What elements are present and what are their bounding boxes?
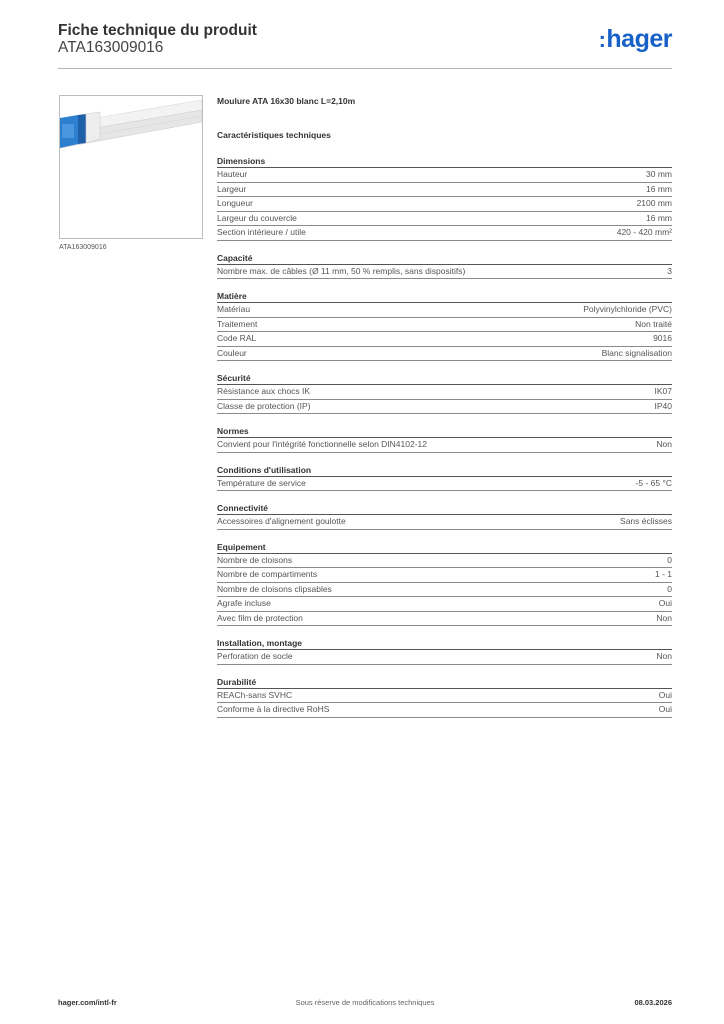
spec-row [217, 703, 672, 718]
product-image [59, 95, 203, 239]
spec-row [217, 583, 672, 598]
spec-row [217, 168, 672, 183]
image-caption: ATA163009016 [59, 244, 107, 251]
spec-label: Nombre de cloisons clipsables [217, 583, 332, 594]
spec-row [217, 332, 672, 347]
spec-label: Section intérieure / utile [217, 227, 306, 238]
spec-value: Non [656, 651, 672, 662]
document-title: Fiche technique du produit [58, 22, 257, 39]
product-reference: ATA163009016 [58, 39, 164, 56]
spec-label: REACh-sans SVHC [217, 689, 293, 700]
spec-value: 3 [667, 265, 672, 276]
spec-row [217, 650, 672, 665]
spec-group-title: Sécurité [217, 373, 251, 383]
spec-label: Conforme à la directive RoHS [217, 704, 330, 715]
spec-group [217, 464, 672, 492]
spec-label: Perforation de socle [217, 651, 293, 662]
spec-content [217, 96, 672, 718]
spec-group [217, 541, 672, 627]
spec-label: Traitement [217, 318, 258, 329]
spec-value: IK07 [654, 386, 672, 397]
spec-label: Nombre max. de câbles (Ø 11 mm, 50 % remplis, sans dispositifs) [217, 265, 466, 276]
spec-group [217, 502, 672, 530]
spec-group-title: Equipement [217, 541, 266, 552]
spec-value: Non traité [635, 318, 672, 329]
spec-value: -5 - 65 °C [635, 477, 672, 488]
spec-label: Matériau [217, 304, 251, 315]
spec-group [217, 372, 672, 414]
spec-value: 0 [667, 554, 672, 565]
spec-label: Nombre de cloisons [217, 554, 293, 565]
spec-value: 420 - 420 mm² [616, 227, 672, 238]
spec-value: Blanc signalisation [601, 347, 672, 358]
spec-row [217, 226, 672, 241]
spec-value: 1 - 1 [654, 569, 672, 580]
cable-trunking-icon [60, 96, 202, 238]
hager-logo [599, 25, 672, 54]
spec-row [217, 212, 672, 227]
spec-row [217, 597, 672, 612]
spec-value: Sans éclisses [620, 516, 672, 527]
spec-label: Résistance aux chocs IK [217, 386, 311, 397]
spec-value: 2100 mm [636, 198, 672, 209]
spec-value: 30 mm [646, 169, 672, 180]
spec-row [217, 347, 672, 362]
spec-value: Oui [658, 598, 672, 609]
spec-group [217, 425, 672, 453]
spec-label: Nombre de compartiments [217, 569, 318, 580]
spec-value: 9016 [653, 333, 672, 344]
spec-group [217, 676, 672, 718]
spec-label: Hauteur [217, 169, 248, 180]
spec-value: 16 mm [646, 183, 672, 194]
spec-group-title: Dimensions [217, 156, 266, 166]
spec-group-title: Matière [217, 291, 247, 301]
spec-label: Largeur [217, 183, 247, 194]
spec-row [217, 385, 672, 400]
spec-value: Non [656, 439, 672, 450]
spec-row [217, 400, 672, 415]
spec-row [217, 303, 672, 318]
spec-row [217, 265, 672, 280]
spec-label: Couleur [217, 347, 247, 358]
spec-group-title: Connectivité [217, 503, 269, 513]
spec-row [217, 554, 672, 569]
spec-row [217, 477, 672, 492]
spec-group-title: Conditions d'utilisation [217, 464, 312, 475]
spec-row [217, 689, 672, 704]
spec-label: Longueur [217, 198, 253, 209]
spec-label: Classe de protection (IP) [217, 400, 311, 411]
page-footer [58, 998, 672, 1010]
spec-value: Non [656, 612, 672, 623]
header-divider [58, 68, 672, 69]
spec-row [217, 318, 672, 333]
logo-wordmark: hager [606, 25, 672, 53]
spec-value: IP40 [654, 400, 672, 411]
spec-label: Accessoires d'alignement goulotte [217, 516, 346, 527]
spec-row [217, 438, 672, 453]
spec-label: Agrafe incluse [217, 598, 271, 609]
spec-value: Oui [658, 704, 672, 715]
spec-label: Convient pour l'intégrité fonctionnelle selon DIN4102-12 [217, 439, 428, 450]
footer-notice: Sous réserve de modifications techniques [295, 998, 435, 1007]
spec-group-title: Normes [217, 426, 249, 436]
logo-dots: : [598, 27, 606, 52]
spec-groups [217, 155, 672, 718]
spec-label: Code RAL [217, 333, 257, 344]
spec-row [217, 515, 672, 530]
spec-group-title: Installation, montage [217, 638, 303, 648]
specs-heading: Caractéristiques techniques [217, 130, 331, 140]
footer-date: 08.03.2026 [634, 998, 672, 1007]
spec-group [217, 155, 672, 241]
spec-group-title: Capacité [217, 252, 253, 263]
spec-row [217, 612, 672, 627]
product-name: Moulure ATA 16x30 blanc L=2,10m [217, 96, 356, 106]
spec-row [217, 197, 672, 212]
spec-row [217, 183, 672, 198]
spec-value: Polyvinylchloride (PVC) [583, 304, 672, 315]
page-header [58, 22, 672, 70]
spec-value: 16 mm [646, 212, 672, 223]
spec-group-title: Durabilité [217, 676, 257, 687]
spec-value: Oui [658, 689, 672, 700]
spec-label: Avec film de protection [217, 612, 303, 623]
spec-row [217, 568, 672, 583]
spec-label: Température de service [217, 477, 306, 488]
spec-group [217, 252, 672, 280]
spec-label: Largeur du couvercle [217, 212, 297, 223]
spec-group [217, 637, 672, 665]
spec-value: 0 [667, 583, 672, 594]
spec-group [217, 290, 672, 361]
footer-website: hager.com/intl-fr [58, 998, 117, 1007]
